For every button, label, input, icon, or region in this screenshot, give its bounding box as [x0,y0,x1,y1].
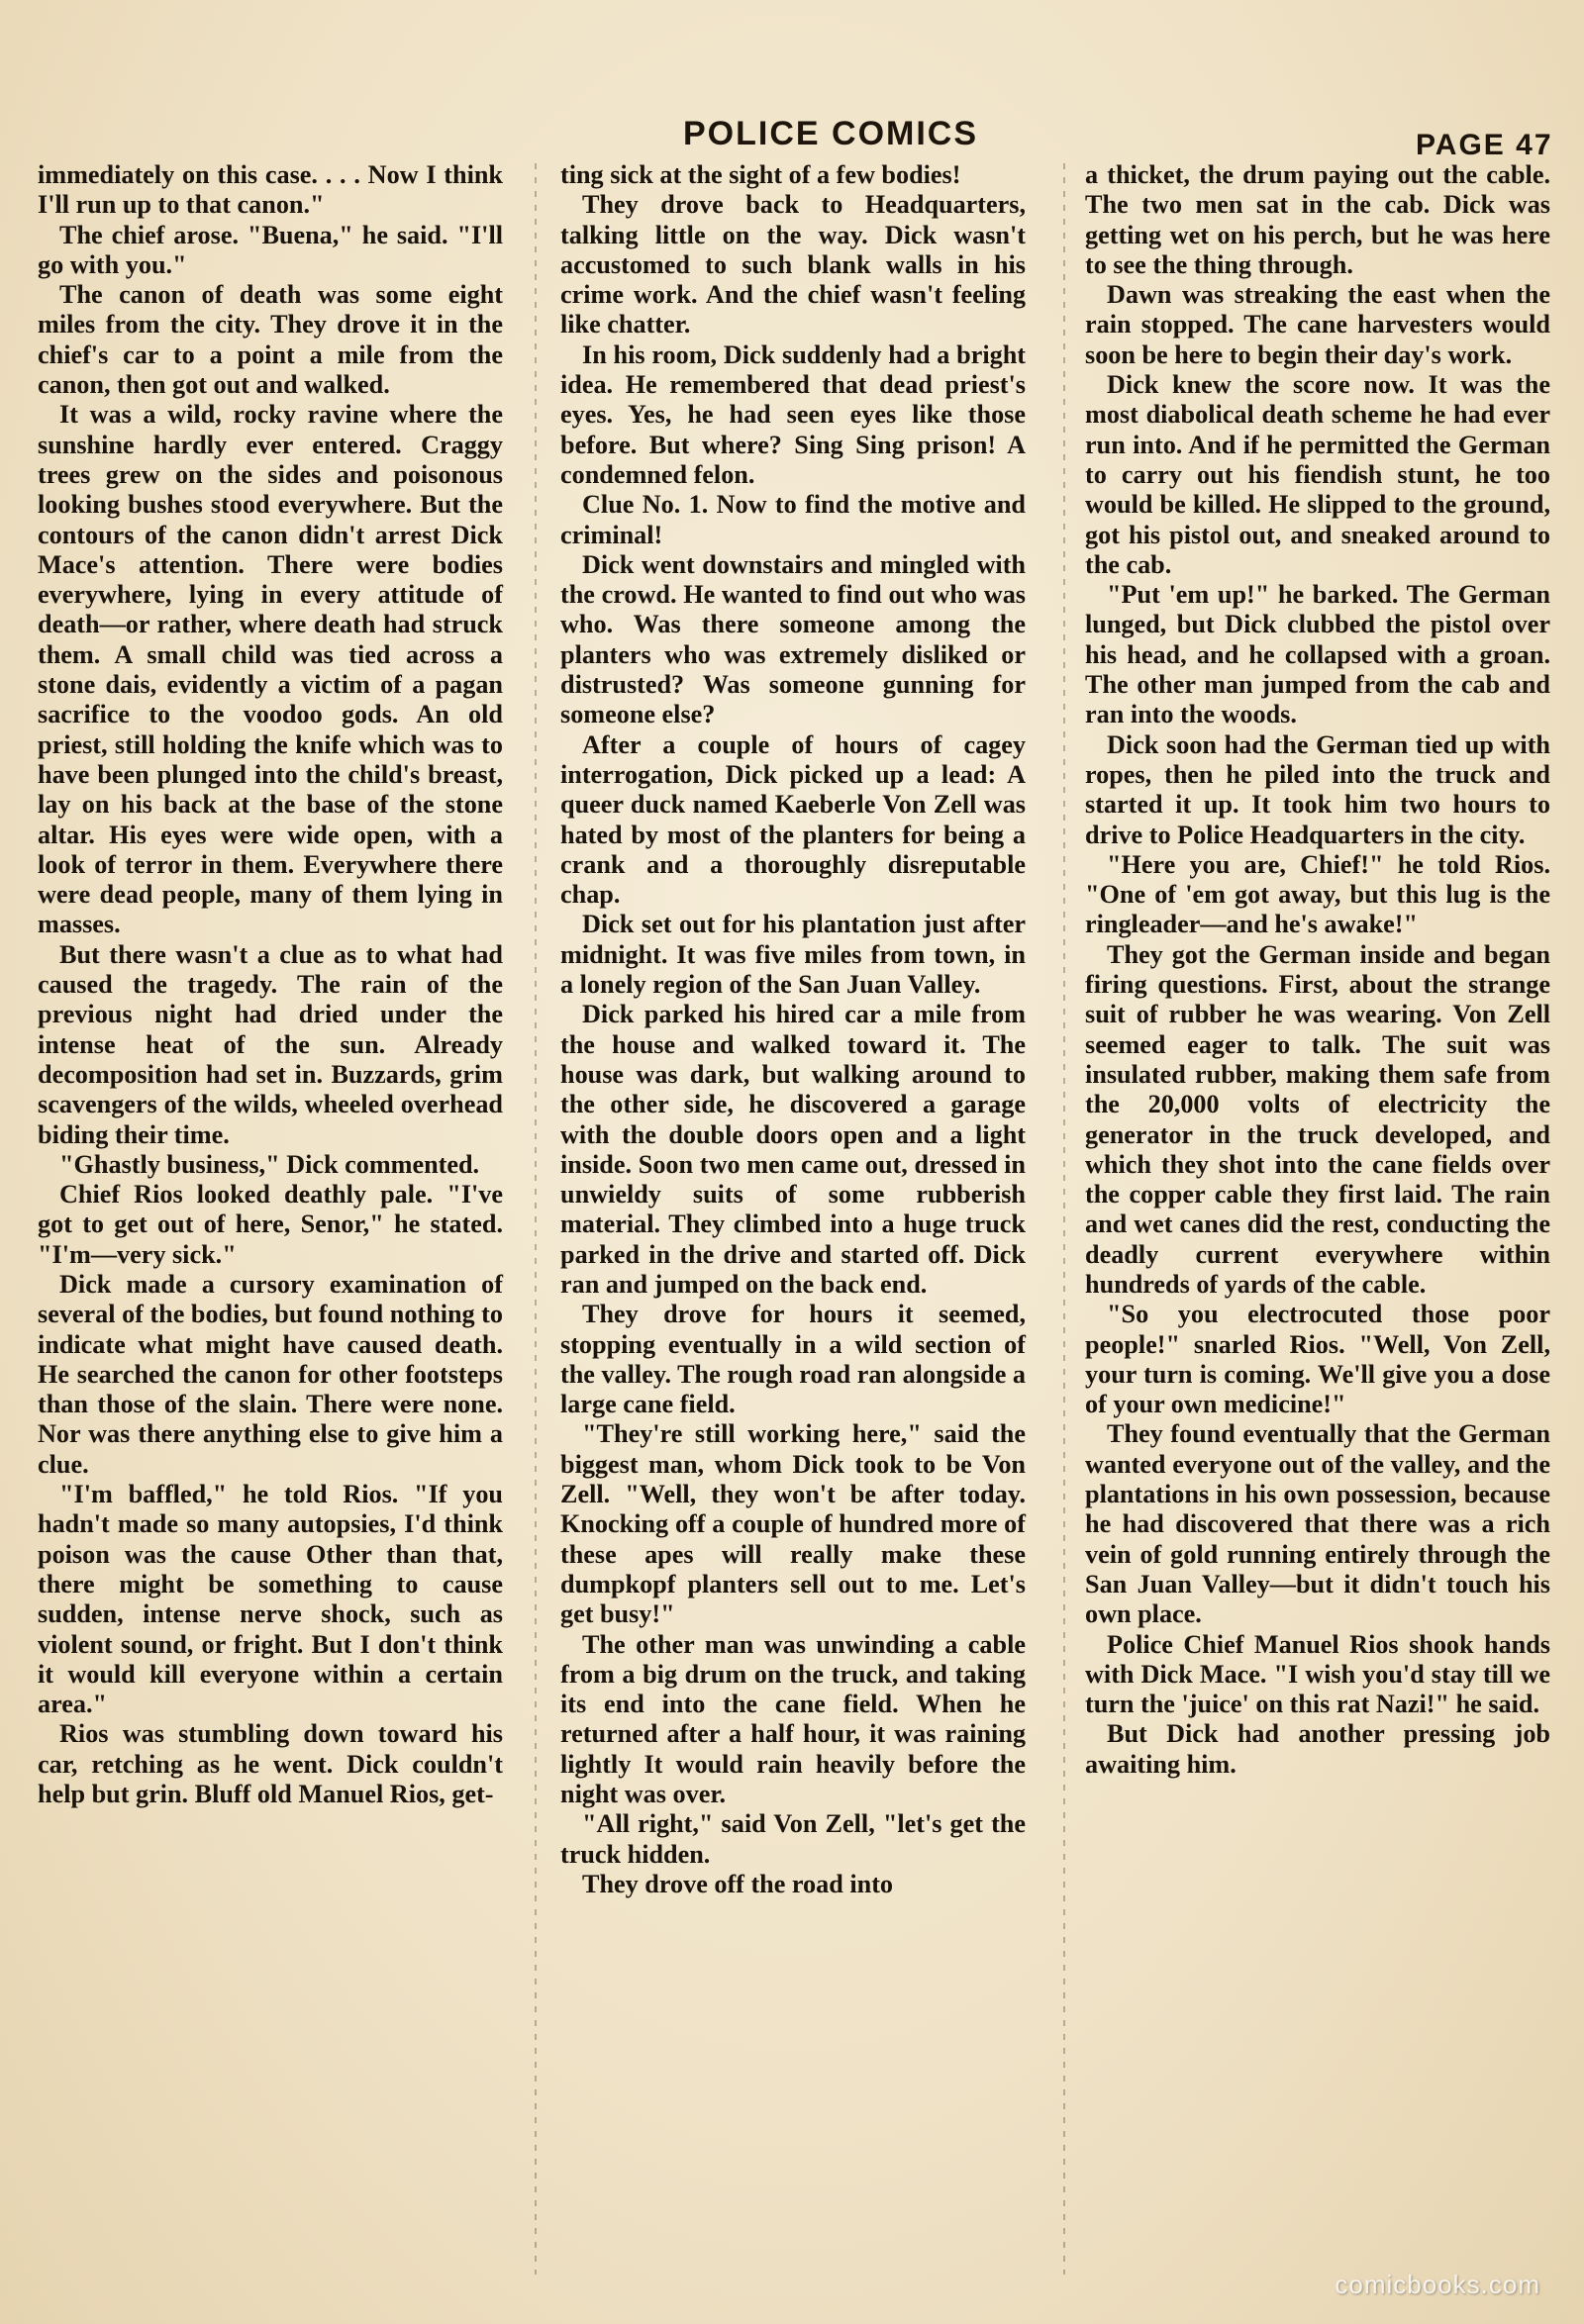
paragraph: They found eventually that the German wanted everyone out of the valley, and the plantations in his own possession, because he had discovered that there was a rich vein of gold running entirely through the San Juan Valley—but it didn't touch his own place. [1085,1419,1550,1629]
column-divider [535,163,537,2275]
paragraph: But Dick had another pressing job awaiting him. [1085,1719,1550,1779]
paragraph: immediately on this case. . . . Now I think I'll run up to that canon." [38,160,503,220]
paragraph: "They're still working here," said the biggest man, whom Dick took to be Von Zell. "Well, they won't be after today. Knocking off a couple of hundred more of these apes will really make these dumpkopf planters sell out to me. Let's get busy!" [560,1419,1026,1629]
paragraph: Dick parked his hired car a mile from the house and walked toward it. The house was dark, but walking around to the other side, he discovered a garage with the double doors open and a light inside. Soon two men came out, dressed in unwieldy suits of some rubberish material. They climbed into a huge truck parked in the drive and started off. Dick ran and jumped on the back end. [560,1000,1026,1299]
paragraph: The canon of death was some eight miles from the city. They drove it in the chief's car to a point a mile from the canon, then got out and walked. [38,280,503,400]
paragraph: They got the German inside and began firing questions. First, about the strange suit of rubber he was wearing. Von Zell seemed eager to talk. The suit was insulated rubber, making them safe from the 20,000 volts of electricity the generator in the truck developed, and which they shot into the cane fields over the copper cable they first laid. The rain and wet canes did the rest, conducting the deadly current everywhere within hundreds of yards of the cable. [1085,939,1550,1299]
paragraph: Dick went downstairs and mingled with the crowd. He wanted to find out who was who. Was there someone among the planters who was extremely disliked or distrusted? Was someone gunning for someone else? [560,549,1026,729]
paragraph: Dawn was streaking the east when the rain stopped. The cane harvesters would soon be here to begin their day's work. [1085,280,1550,369]
paragraph: The other man was unwinding a cable from a big drum on the truck, and taking its end into the cane field. When he returned after a half hour, it was raining lightly It would rain heavily before the night was over. [560,1629,1026,1809]
paragraph: The chief arose. "Buena," he said. "I'll go with you." [38,220,503,279]
paragraph: Chief Rios looked deathly pale. "I've got to get out of here, Senor," he stated. "I'm—very sick." [38,1180,503,1269]
paragraph: Clue No. 1. Now to find the motive and criminal! [560,490,1026,549]
paragraph: Rios was stumbling down toward his car, retching as he went. Dick couldn't help but grin. Bluff old Manuel Rios, get- [38,1719,503,1809]
paragraph: "So you electrocuted those poor people!" snarled Rios. "Well, Von Zell, your turn is coming. We'll give you a dose of your own medicine!" [1085,1300,1550,1419]
paragraph: ting sick at the sight of a few bodies! [560,160,961,189]
magazine-title: POLICE COMICS [683,115,979,152]
paragraph: They drove for hours it seemed, stopping eventually in a wild section of the valley. The rough road ran alongside a large cane field. [560,1300,1026,1419]
paragraph: "I'm baffled," he told Rios. "If you hadn't made so many autopsies, I'd think poison was the cause Other than that, there might be something to cause sudden, intense nerve shock, such as violent sound, or fright. But I don't think it would kill everyone within a certain area." [38,1480,503,1719]
paragraph: They drove back to Headquarters, talking little on the way. Dick wasn't accustomed to such blank walls in his crime work. And the chief wasn't feeling like chatter. [560,190,1026,339]
paragraph: In his room, Dick suddenly had a bright idea. He remembered that dead priest's eyes. Yes, he had seen eyes like those before. But where? Sing Sing prison! A condemned felon. [560,339,1026,489]
text-column-2 [560,160,1026,1899]
paragraph: It was a wild, rocky ravine where the sunshine hardly ever entered. Craggy trees grew on the sides and poisonous looking bushes stood everywhere. But the contours of the canon didn't arrest Dick Mace's attention. There were bodies everywhere, lying in every attitude of death—or rather, where death had struck them. A small child was tied across a stone dais, evidently a victim of a pagan sacrifice to the voodoo gods. An old priest, still holding the knife which was to have been plunged into the child's breast, lay on his back at the base of the stone altar. His eyes were wide open, with a look of terror in them. Everywhere there were dead people, many of them lying in masses. [38,400,503,939]
text-column-1 [38,160,503,1809]
paragraph: But there wasn't a clue as to what had caused the tragedy. The rain of the previous night had dried under the intense heat of the sun. Already decomposition had set in. Buzzards, grim scavengers of the wilds, wheeled overhead biding their time. [38,939,503,1149]
paragraph: a thicket, the drum paying out the cable. The two men sat in the cab. Dick was getting wet on his perch, but he was here to see the thing through. [1085,160,1550,279]
paragraph: "All right," said Von Zell, "let's get the truck hidden. [560,1809,1026,1869]
paragraph: Dick soon had the German tied up with ropes, then he piled into the truck and started it up. It took him two hours to drive to Police Headquarters in the city. [1085,729,1550,849]
text-column-3 [1085,160,1550,1780]
paragraph: Dick knew the score now. It was the most diabolical death scheme he had ever run into. And if he permitted the German to carry out his fiendish stunt, he too would be killed. He slipped to the ground, got his pistol out, and sneaked around to the cab. [1085,370,1550,579]
paragraph: "Ghastly business," Dick commented. [59,1149,480,1179]
page-number: PAGE 47 [1416,129,1553,161]
paragraph: "Here you are, Chief!" he told Rios. "One of 'em got away, but this lug is the ringleader—and he's awake!" [1085,849,1550,939]
column-divider [1063,163,1065,2275]
paragraph: Dick set out for his plantation just after midnight. It was five miles from town, in a lonely region of the San Juan Valley. [560,910,1026,1000]
site-watermark: comicbooks.com [1335,2270,1540,2299]
paragraph: After a couple of hours of cagey interrogation, Dick picked up a lead: A queer duck named Kaeberle Von Zell was hated by most of the planters for being a crank and a thoroughly disreputable chap. [560,729,1026,910]
paragraph: They drove off the road into [582,1869,894,1898]
paragraph: "Put 'em up!" he barked. The German lunged, but Dick clubbed the pistol over his head, and he collapsed with a groan. The other man jumped from the cab and ran into the woods. [1085,580,1550,729]
paragraph: Dick made a cursory examination of several of the bodies, but found nothing to indicate what might have caused death. He searched the canon for other footsteps than those of the slain. There were none. Nor was there anything else to give him a clue. [38,1269,503,1479]
paragraph: Police Chief Manuel Rios shook hands with Dick Mace. "I wish you'd stay till we turn the 'juice' on this rat Nazi!" he said. [1085,1629,1550,1719]
